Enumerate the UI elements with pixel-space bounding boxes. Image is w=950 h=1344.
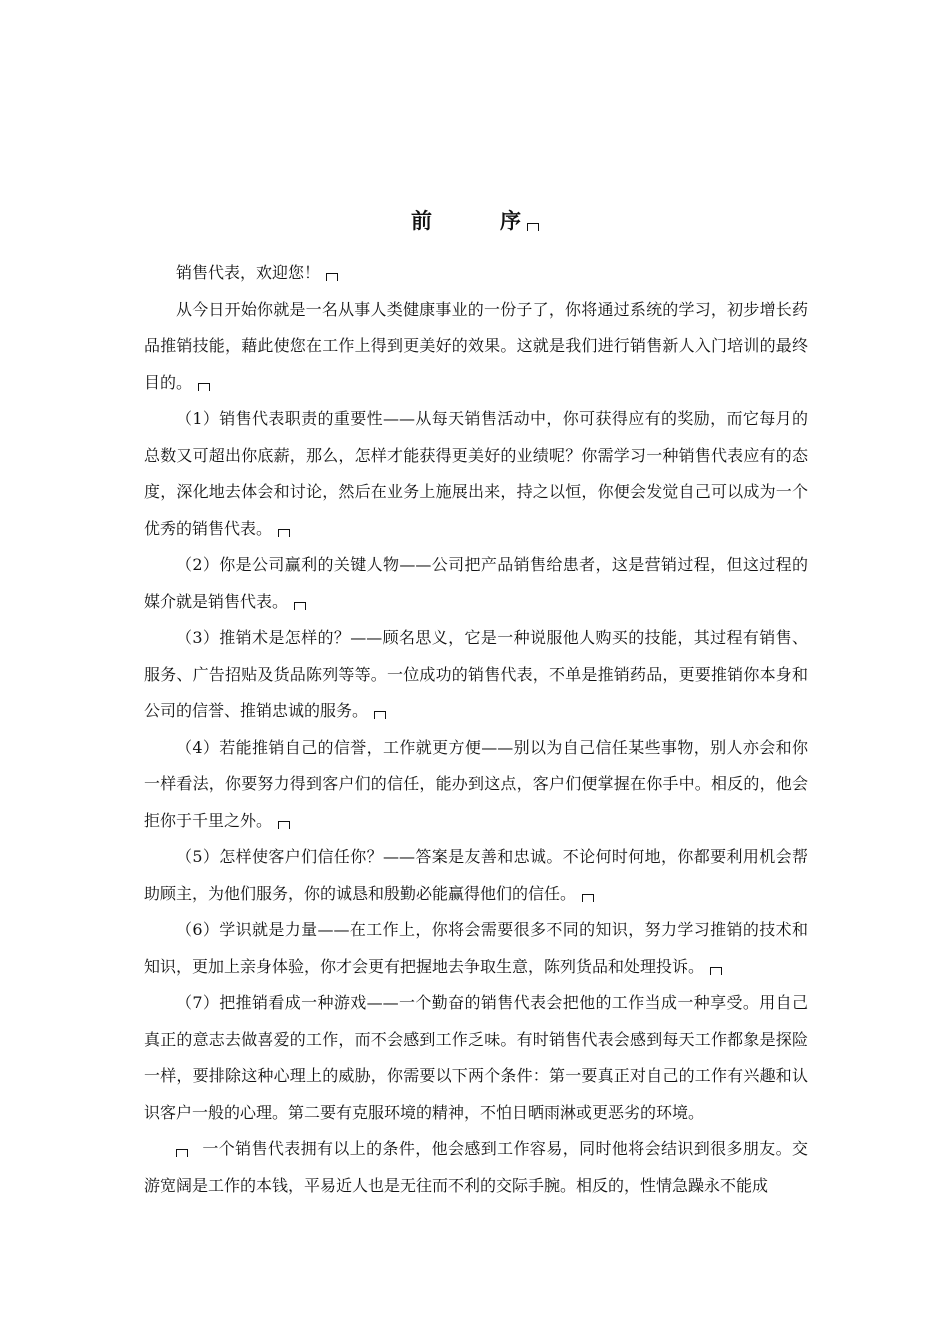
paragraph-mark-icon <box>198 383 210 391</box>
paragraph-mark-icon <box>278 821 290 829</box>
paragraph-text: （4）若能推销自己的信誉，工作就更方便——别以为自己信任某些事物，别人亦会和你一样看法，你要努力得到客户们的信任，能办到这点，客户们便掌握在你手中。相反的，他会拒你于千里之外。 <box>144 737 808 830</box>
paragraph-greeting <box>144 255 808 292</box>
document-body <box>144 255 808 1204</box>
page-title <box>0 205 950 235</box>
paragraph-item-4 <box>144 730 808 840</box>
paragraph-item-6 <box>144 912 808 985</box>
paragraph-text: 销售代表，欢迎您！ <box>176 263 321 282</box>
paragraph-text: （6）学识就是力量——在工作上，你将会需要很多不同的知识，努力学习推销的技术和知识，更加上亲身体验，你才会更有把握地去争取生意，陈列货品和处理投诉。 <box>144 920 808 976</box>
paragraph-text: （1）销售代表职责的重要性——从每天销售活动中，你可获得应有的奖励，而它每月的总数又可超出你底薪，那么，怎样才能获得更美好的业绩呢？你需学习一种销售代表应有的态度，深化地去体会和讨论，然后在业务上施展出来，持之以恒，你便会发觉自己可以成为一个优秀的销售代表。 <box>144 409 808 538</box>
paragraph-text: （3）推销术是怎样的？——顾名思义，它是一种说服他人购买的技能，其过程有销售、服务、广告招贴及货品陈列等等。一位成功的销售代表，不单是推销药品，更要推销你本身和公司的信誉、推销忠诚的服务。 <box>144 628 808 720</box>
paragraph-item-5 <box>144 839 808 912</box>
paragraph-mark-icon <box>374 711 386 719</box>
paragraph-text: （5）怎样使客户们信任你？——答案是友善和忠诚。不论何时何地，你都要利用机会帮助顾主，为他们服务，你的诚恳和殷勤必能赢得他们的信任。 <box>144 847 808 903</box>
paragraph-item-7 <box>144 985 808 1131</box>
title-char-2: 序 <box>500 208 521 233</box>
paragraph-mark-icon <box>710 967 722 975</box>
paragraph-mark-icon <box>294 602 306 610</box>
paragraph-mark-icon <box>278 529 290 537</box>
paragraph-mark-icon <box>326 273 338 281</box>
paragraph-continuation <box>144 1131 808 1204</box>
paragraph-item-3 <box>144 620 808 730</box>
paragraph-intro <box>144 292 808 402</box>
paragraph-text: （2）你是公司赢利的关键人物——公司把产品销售给患者，这是营销过程，但这过程的媒介就是销售代表。 <box>144 555 808 611</box>
paragraph-text: 一个销售代表拥有以上的条件，他会感到工作容易，同时他将会结识到很多朋友。交游宽阔是工作的本钱，平易近人也是无往而不利的交际手腕。相反的，性情急躁永不能成 <box>144 1139 808 1195</box>
paragraph-mark-icon <box>527 223 539 231</box>
paragraph-item-1 <box>144 401 808 547</box>
paragraph-mark-icon <box>176 1149 188 1157</box>
paragraph-text: 从今日开始你就是一名从事人类健康事业的一份子了，你将通过系统的学习，初步增长药品推销技能，藉此使您在工作上得到更美好的效果。这就是我们进行销售新人入门培训的最终目的。 <box>144 299 808 392</box>
title-char-1: 前 <box>411 208 432 233</box>
paragraph-item-2 <box>144 547 808 620</box>
paragraph-text: （7）把推销看成一种游戏——一个勤奋的销售代表会把他的工作当成一种享受。用自己真正的意志去做喜爱的工作，而不会感到工作乏味。有时销售代表会感到每天工作都象是探险一样，要排除这种心理上的威胁，你需要以下两个条件：第一要真正对自己的工作有兴趣和认识客户一般的心理。第二要有克服环境的精神，不怕日晒雨淋或更恶劣的环境。 <box>144 993 808 1122</box>
paragraph-mark-icon <box>582 894 594 902</box>
